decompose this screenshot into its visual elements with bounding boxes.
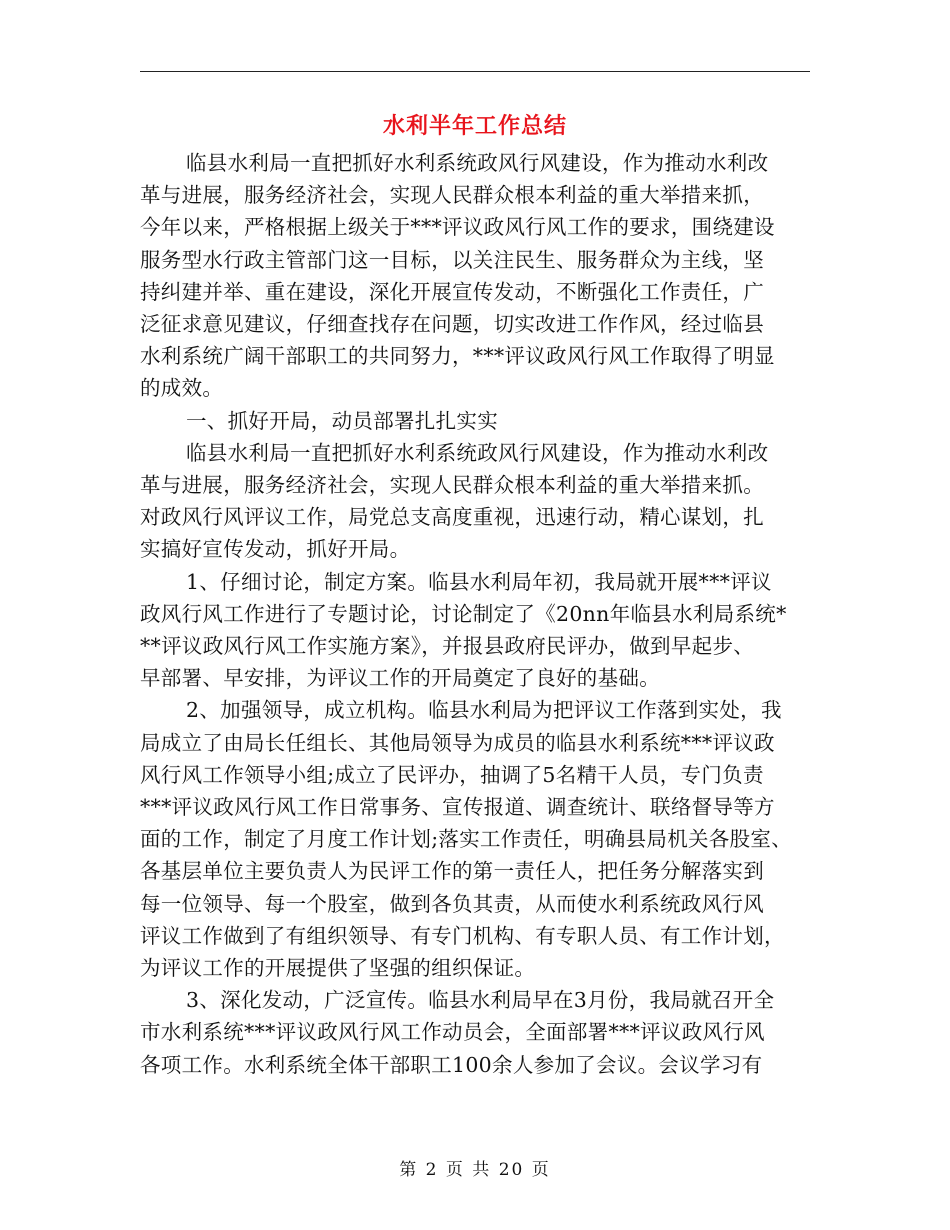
header-rule: [140, 71, 810, 72]
paragraph-line: 政风行风工作进行了专题讨论，讨论制定了《20nn年临县水利局系统*: [140, 601, 787, 626]
paragraph-line: 对政风行风评议工作，局党总支高度重视，迅速行动，精心谋划，扎: [140, 505, 764, 530]
paragraph-line: ***评议政风行风工作日常事务、宣传报道、调查统计、联络督导等方: [140, 795, 775, 820]
paragraph-line: 市水利系统***评议政风行风工作动员会，全面部署***评议政风行风: [140, 1020, 765, 1045]
paragraph-line: 持纠建并举、重在建设，深化开展宣传发动，不断强化工作责任，广: [140, 279, 764, 304]
paragraph-line: 今年以来，严格根据上级关于***评议政风行风工作的要求，围绕建设: [140, 215, 775, 240]
paragraph: [140, 984, 810, 1081]
paragraph-line: 面的工作，制定了月度工作计划;落实工作责任，明确县局机关各股室、: [140, 827, 793, 852]
paragraph-line: 实搞好宣传发动，抓好开局。: [140, 537, 411, 562]
paragraph: [140, 147, 810, 405]
paragraph: [140, 405, 810, 437]
paragraph-line: 一、抓好开局，动员部署扎扎实实: [186, 408, 498, 433]
paragraph-line: 每一位领导、每一个股室，做到各负其责，从而使水利系统政风行风: [140, 891, 764, 916]
document-body: [140, 147, 810, 1081]
paragraph-line: 1、仔细讨论，制定方案。临县水利局年初，我局就开展***评议: [186, 569, 772, 594]
paragraph-line: 水利系统广阔干部职工的共同努力，***评议政风行风工作取得了明显: [140, 344, 775, 369]
paragraph: [140, 437, 810, 566]
paragraph: [140, 694, 810, 984]
paragraph: [140, 566, 810, 695]
paragraph-line: 各项工作。水利系统全体干部职工100余人参加了会议。会议学习有: [140, 1052, 763, 1077]
paragraph-line: **评议政风行风工作实施方案》，并报县政府民评办，做到早起步、: [140, 634, 755, 659]
paragraph-line: 评议工作做到了有组织领导、有专门机构、有专职人员、有工作计划，: [140, 923, 785, 948]
paragraph-line: 各基层单位主要负责人为民评工作的第一责任人，把任务分解落实到: [140, 859, 764, 884]
paragraph-line: 临县水利局一直把抓好水利系统政风行风建设，作为推动水利改: [186, 151, 769, 175]
paragraph-line: 服务型水行政主管部门这一目标，以关注民生、服务群众为主线，坚: [140, 247, 764, 272]
paragraph-line: 早部署、早安排，为评议工作的开局奠定了良好的基础。: [140, 666, 660, 691]
paragraph-line: 为评议工作的开展提供了坚强的组织保证。: [140, 956, 536, 981]
paragraph-line: 风行风工作领导小组;成立了民评办，抽调了5名精干人员，专门负责: [140, 762, 764, 787]
paragraph-line: 3、深化发动，广泛宣传。临县水利局早在3月份，我局就召开全: [186, 988, 775, 1013]
paragraph-line: 局成立了由局长任组长、其他局领导为成员的临县水利系统***评议政: [140, 730, 775, 755]
paragraph-line: 临县水利局一直把抓好水利系统政风行风建设，作为推动水利改: [186, 440, 769, 465]
paragraph-line: 革与进展，服务经济社会，实现人民群众根本利益的重大举措来抓。: [140, 473, 764, 498]
paragraph-line: 的成效。: [140, 376, 224, 401]
page-number: 第 2 页 共 20 页: [399, 1160, 551, 1180]
paragraph-line: 2、加强领导，成立机构。临县水利局为把评议工作落到实处，我: [186, 698, 782, 723]
paragraph-line: 革与进展，服务经济社会，实现人民群众根本利益的重大举措来抓，: [140, 183, 764, 208]
paragraph-line: 泛征求意见建议，仔细查找存在问题，切实改进工作作风，经过临县: [140, 312, 764, 337]
document-title: 水利半年工作总结: [382, 113, 567, 139]
